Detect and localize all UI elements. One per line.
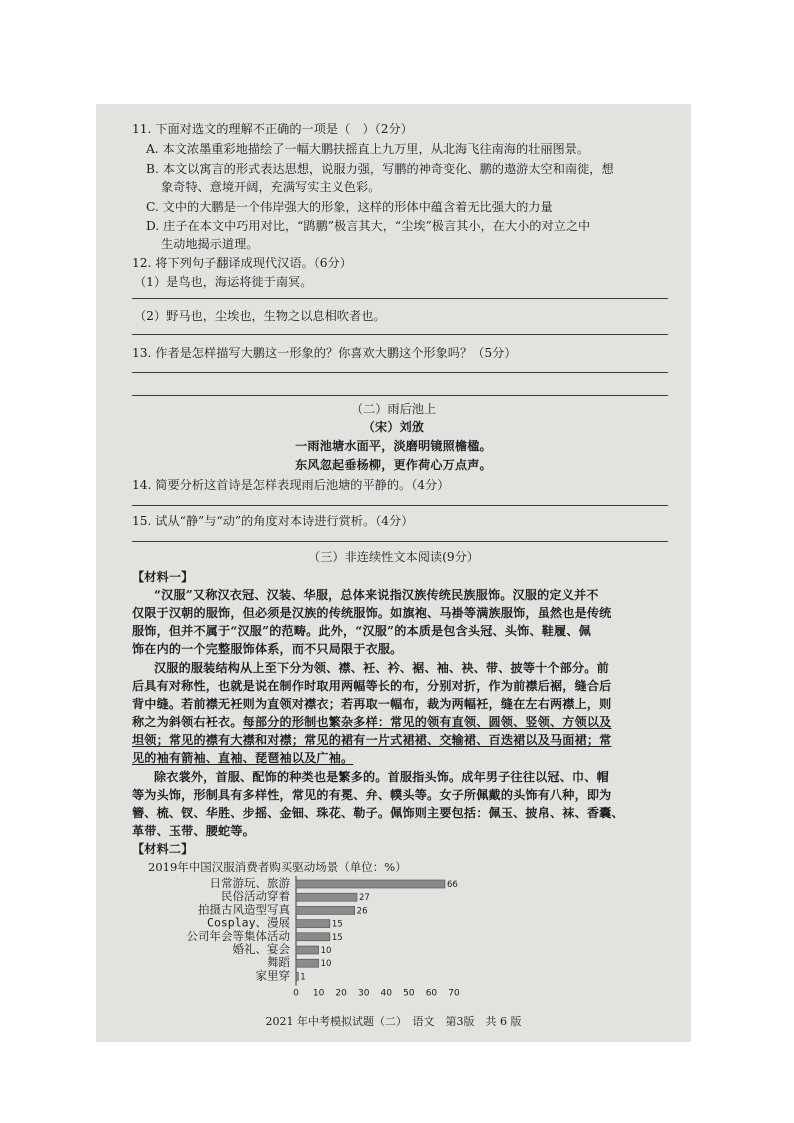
x-tick-label: 50 xyxy=(403,988,415,999)
bar xyxy=(296,959,319,967)
page-footer: 2021 年中考模拟试题（二） 语文 第3版 共 6 版 xyxy=(265,1015,522,1028)
q11-option-c: C. 文中的大鹏是一个伟岸强大的形象，这样的形体中蕴含着无比强大的力量 xyxy=(146,200,553,214)
answer-line xyxy=(132,505,668,506)
data-label: 1 xyxy=(300,972,306,983)
data-label: 10 xyxy=(320,959,332,970)
material1-p3-line2: 等为头饰，形制具有多样性，常见的有冕、弁、幞头等。女子所佩戴的头饰有八种，即为 xyxy=(132,788,612,802)
data-label: 15 xyxy=(331,919,343,930)
category-label: 家里穿 xyxy=(255,968,290,983)
bar xyxy=(296,920,330,928)
material1-p3-line3: 簪、梳、钗、华胜、步摇、金钿、珠花、勒子。佩饰则主要包括：佩玉、披帛、袜、香囊、 xyxy=(132,806,624,820)
x-tick-label: 20 xyxy=(335,988,347,999)
q11-option-d-line2: 生动地揭示道理。 xyxy=(161,237,259,251)
category-label: 舞蹈 xyxy=(267,955,290,970)
section3-title: （三）非连续性文本阅读(9分） xyxy=(308,550,479,564)
material1-p3-line1: 除衣裳外，首服、配饰的种类也是繁多的。首服指头饰。成年男子往往以冠、巾、帽 xyxy=(154,770,609,784)
x-tick-label: 0 xyxy=(293,988,299,999)
poem-section-title: （二）雨后池上 xyxy=(350,402,437,416)
q13-stem: 13. 作者是怎样描写大鹏这一形象的？你喜欢大鹏这个形象吗？（5分） xyxy=(132,346,517,360)
material1-p2-line3: 背中缝。若前襟无衽则为直领对襟衣；若再取一幅布，裁为两幅衽，缝在左右两襟上，则 xyxy=(132,697,612,711)
data-label: 27 xyxy=(358,893,370,904)
material2-label: 【材料二】 xyxy=(132,842,194,856)
answer-line xyxy=(132,372,668,373)
material1-p2-line4-underlined: 每部分的形制也繁杂多样：常见的领有直领、圆领、竖领、方领以及 xyxy=(242,715,612,729)
x-tick-label: 70 xyxy=(448,988,460,999)
material1-p2-line4 xyxy=(132,715,611,730)
poem-author: （宋）刘攽 xyxy=(362,420,425,434)
q12-sentence-1: （1）是鸟也，海运将徙于南冥。 xyxy=(134,275,313,289)
q11-option-a: A. 本文浓墨重彩地描绘了一幅大鹏扶摇直上九万里，从北海飞往南海的壮丽图景。 xyxy=(146,142,590,156)
bar xyxy=(296,893,357,901)
material1-p1-line1: “汉服”又称汉衣冠、汉装、华服，总体来说指汉族传统民族服饰。汉服的定义并不 xyxy=(154,588,599,602)
bar xyxy=(296,946,319,954)
category-label: Cosplay、漫展 xyxy=(207,915,290,930)
material1-p2-line4-plain: 称之为斜领右衽衣。 xyxy=(132,715,243,729)
answer-line xyxy=(132,541,668,542)
q12-sentence-2: （2）野马也，尘埃也，生物之以息相吹者也。 xyxy=(134,309,386,323)
q12-stem: 12. 将下列句子翻译成现代汉语。（6分） xyxy=(132,256,352,270)
exam-page xyxy=(96,104,691,1042)
material1-p1-line2: 仅限于汉朝的服饰，但必须是汉族的传统服饰。如旗袍、马褂等满族服饰，虽然也是传统 xyxy=(132,606,612,620)
material1-p1-line4: 饰在内的一个完整服饰体系，而不只局限于衣服。 xyxy=(132,642,403,656)
bar xyxy=(296,933,330,941)
data-label: 66 xyxy=(446,880,458,890)
q11-option-d-line1: D. 庄子在本文中巧用对比，“鹍鹏”极言其大，“尘埃”极言其小，在大小的对立之中 xyxy=(146,219,591,233)
material1-p2-line2: 后具有对称性，也就是说在制作时取用两幅等长的布，分别对折，作为前襟后裾，缝合后 xyxy=(132,679,612,693)
data-label: 26 xyxy=(356,906,368,917)
data-label: 10 xyxy=(320,946,332,956)
q15-stem: 15. 试从“静”与“动”的角度对本诗进行赏析。（4分） xyxy=(132,514,414,528)
material1-p1-line3: 服饰，但并不属于“汉服”的范畴。此外，“汉服”的本质是包含头冠、头饰、鞋履、佩 xyxy=(132,624,591,638)
material1-p2-line6: 见的袖有箭袖、直袖、琵琶袖以及广袖。 xyxy=(132,751,354,765)
data-label: 15 xyxy=(331,932,343,943)
bar xyxy=(296,972,298,980)
bar xyxy=(296,880,445,888)
category-label: 拍摄古风造型写真 xyxy=(198,902,290,917)
purchase-driver-bar-chart xyxy=(96,864,691,1014)
material1-label: 【材料一】 xyxy=(132,570,194,584)
category-label: 婚礼、宴会 xyxy=(232,942,290,956)
x-tick-label: 40 xyxy=(380,988,393,999)
q11-stem: 11. 下面对选文的理解不正确的一项是（ ）（2分） xyxy=(132,122,413,136)
answer-line xyxy=(132,298,668,299)
category-label: 民俗活动穿着 xyxy=(221,889,290,904)
x-tick-label: 10 xyxy=(312,988,325,999)
poem-line-1: 一雨池塘水面平，淡磨明镜照檐楹。 xyxy=(295,439,492,453)
x-tick-label: 30 xyxy=(357,988,370,999)
answer-line xyxy=(132,334,668,335)
poem-line-2: 东风忽起垂杨柳，更作荷心万点声。 xyxy=(295,458,492,472)
bar xyxy=(296,906,355,914)
q11-option-b-line2: 象奇特、意境开阔，充满写实主义色彩。 xyxy=(161,180,381,194)
category-label: 日常游玩、旅游 xyxy=(209,876,290,890)
category-label: 公司年会等集体活动 xyxy=(186,928,290,943)
chart-title: 2019年中国汉服消费者购买驱动场景（单位：%） xyxy=(148,860,407,874)
material1-p2-line5: 坦领；常见的襟有大襟和对襟；常见的裙有一片式裙裙、交输裙、百迭裙以及马面裙；常 xyxy=(132,733,612,747)
q11-option-b-line1: B. 本文以寓言的形式表达思想，说服力强，写鹏的神奇变化、鹏的遨游太空和南徙，想 xyxy=(146,162,614,176)
material1-p3-line4: 革带、玉带、腰蛇等。 xyxy=(132,824,255,838)
answer-line xyxy=(132,395,668,396)
x-tick-label: 60 xyxy=(425,988,438,999)
material1-p2-line1: 汉服的服装结构从上至下分为领、襟、衽、衿、裾、袖、袂、带、披等十个部分。前 xyxy=(154,661,609,675)
q14-stem: 14. 简要分析这首诗是怎样表现雨后池塘的平静的。（4分） xyxy=(132,478,450,492)
